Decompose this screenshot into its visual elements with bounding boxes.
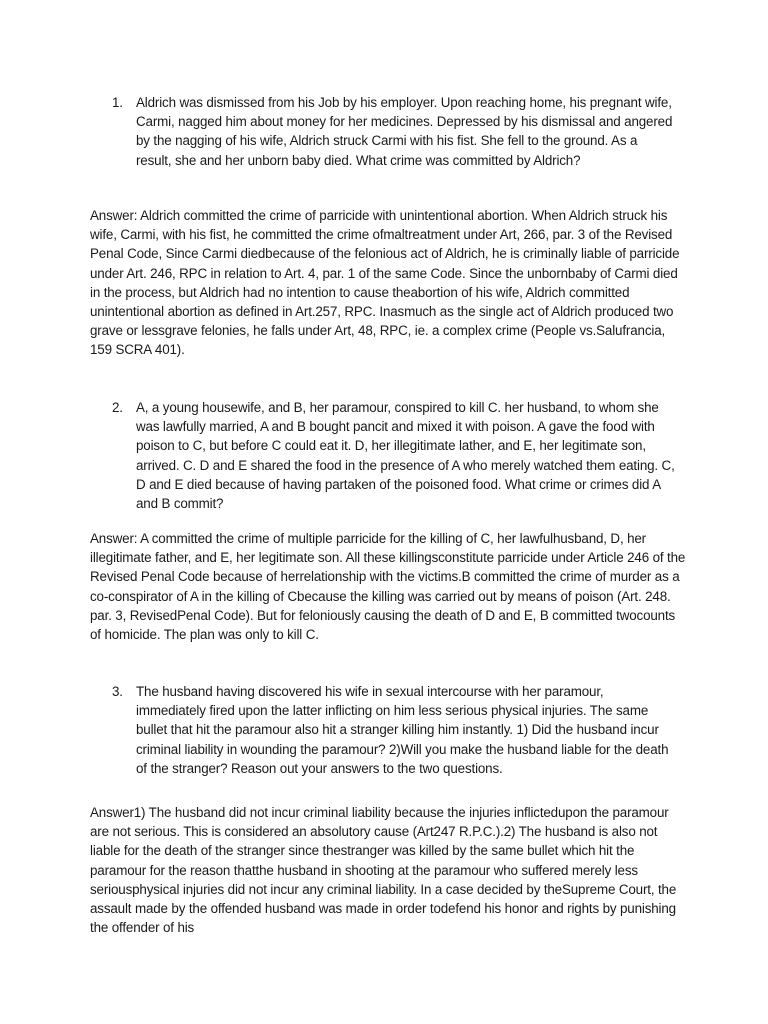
- question-2-text: A, a young housewife, and B, her paramour, conspired to kill C. her husband, to whom she was lawfully married, A and B bought pancit and mixed it with poison. A gave the food with poison to C, but before C could eat it. D, her illegitimate lather, and E, her legitimate son, arrived. C. D and E shared the food in the presence of A who merely watched them eating. C, D and E died because of having partaken of the poisoned food. What crime or crimes did A and B commit?: [136, 400, 675, 512]
- question-1-number: 1.: [112, 95, 123, 110]
- answer-2: Answer: A committed the crime of multiple parricide for the killing of C, her lawfulhusband, D, her illegitimate father, and E, her legitimate son. All these killingsconstitute parricide under Article 246 of the Revised Penal Code because of herrelationship with the victims.B committed the crime of murder as a co-conspirator of A in the killing of Cbecause the killing was carried out by means of poison (Art. 248. par. 3, RevisedPenal Code). But for feloniously causing the death of D and E, B committed twocounts of homicide. The plan was only to kill C.: [90, 531, 686, 643]
- question-3-number: 3.: [112, 684, 123, 699]
- answer-3: Answer1) The husband did not incur criminal liability because the injuries inflictedupon the paramour are not serious. This is considered an absolutory cause (Art247 R.P.C.).2) The husband is also not liable for the death of the stranger since thestranger was killed by the same bullet which hit the paramour for the reason thatthe husband in shooting at the paramour who suffered merely less seriousphysical injuries did not incur any criminal liability. In a case decided by theSupreme Court, the assault made by the offended husband was made in order todefend his honor and rights by punishing the offender of his: [90, 805, 677, 936]
- question-2: [112, 398, 676, 513]
- answer-1: Answer: Aldrich committed the crime of parricide with unintentional abortion. When Aldrich struck his wife, Carmi, with his fist, he committed the crime ofmaltreatment under Art, 266, par. 3 of the Revised Penal Code, Since Carmi diedbecause of the felonious act of Aldrich, he is criminally liable of parricide under Art. 246, RPC in relation to Art. 4, par. 1 of the same Code. Since the unbornbaby of Carmi died in the process, but Aldrich had no intention to cause theabortion of his wife, Aldrich committed unintentional abortion as defined in Art.257, RPC. Inasmuch as the single act of Aldrich produced two grave or lessgrave felonies, he falls under Art, 48, RPC, ie. a complex crime (People vs.Salufrancia, 159 SCRA 401).: [90, 208, 680, 358]
- question-3: [112, 682, 676, 778]
- question-2-number: 2.: [112, 400, 123, 415]
- question-1: [112, 93, 676, 170]
- question-3-text: The husband having discovered his wife in sexual intercourse with her paramour, immediately fired upon the latter inflicting on him less serious physical injuries. The same bullet that hit the paramour also hit a stranger killing him instantly. 1) Did the husband incur criminal liability in wounding the paramour? 2)Will you make the husband liable for the death of the stranger? Reason out your answers to the two questions.: [136, 684, 669, 776]
- question-1-text: Aldrich was dismissed from his Job by his employer. Upon reaching home, his pregnant wife, Carmi, nagged him about money for her medicines. Depressed by his dismissal and angered by the nagging of his wife, Aldrich struck Carmi with his fist. She fell to the ground. As a result, she and her unborn baby died. What crime was committed by Aldrich?: [136, 95, 673, 168]
